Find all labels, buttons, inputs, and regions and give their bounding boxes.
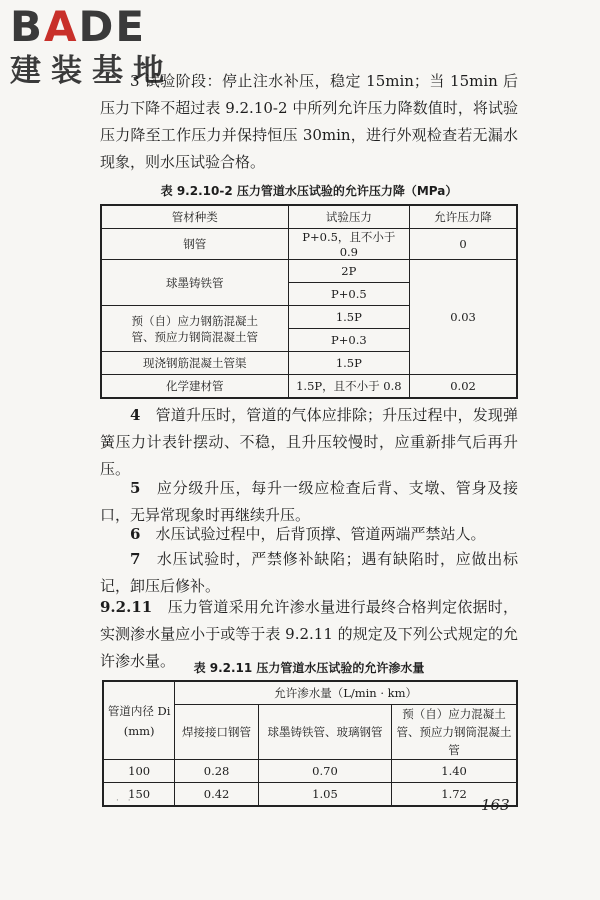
header-test-pressure: 试验压力 — [288, 205, 409, 229]
table1-caption: 表 9.2.10-2 压力管道水压试验的允许压力降（MPa） — [160, 184, 458, 198]
cell-concrete: 1.72 — [392, 783, 517, 807]
cell-material: 预（自）应力钢筋混凝土管、预应力钢筒混凝土管 — [101, 306, 288, 352]
table2-caption: 表 9.2.11 压力管道水压试验的允许渗水量 — [193, 661, 425, 675]
paragraph-7 — [100, 546, 518, 600]
cell-steel: 0.42 — [175, 783, 259, 807]
table-allowable-pressure-drop — [100, 204, 518, 399]
cell-diameter: 150 — [103, 783, 175, 807]
cell-pressure: P+0.5，且不小于 0.9 — [288, 229, 409, 260]
item-number: 7 — [130, 550, 141, 568]
item-text: 水压试验过程中，后背顶撑、管道两端严禁站人。 — [155, 525, 486, 543]
item-text: 管道升压时，管道的气体应排除；升压过程中，发现弹簧压力计表针摆动、不稳，且升压较慢时，应重新排气后再升压。 — [100, 406, 518, 478]
cell-drop: 0.03 — [410, 260, 517, 375]
footer-marks: · · — [116, 796, 134, 806]
cell-drop: 0.02 — [410, 375, 517, 399]
header-allowable-drop: 允许压力降 — [410, 205, 517, 229]
section-number: 9.2.11 — [100, 598, 153, 616]
cell-material: 现浇钢筋混凝土管渠 — [101, 352, 288, 375]
cell-ductile: 0.70 — [258, 760, 391, 783]
cell-material: 球墨铸铁管 — [101, 260, 288, 306]
cell-steel: 0.28 — [175, 760, 259, 783]
header-ductile-grp: 球墨铸铁管、玻璃钢管 — [258, 705, 391, 760]
cell-pressure: 1.5P，且不小于 0.8 — [288, 375, 409, 399]
cell-pressure: 1.5P — [288, 352, 409, 375]
table-row — [103, 760, 517, 783]
cell-pressure: P+0.5 — [288, 283, 409, 306]
cell-ductile: 1.05 — [258, 783, 391, 807]
header-prestressed-concrete: 预（自）应力混凝土管、预应力钢筒混凝土管 — [392, 705, 517, 760]
cell-diameter: 100 — [103, 760, 175, 783]
paragraph-6 — [100, 521, 518, 548]
header-welded-steel: 焊接接口钢管 — [175, 705, 259, 760]
table-row — [103, 783, 517, 807]
cell-material: 化学建材管 — [101, 375, 288, 399]
paragraph-3: 3 试验阶段：停止注水补压，稳定 15min；当 15min 后压力下降不超过表 9.2.10-2 中所列允许压力降数值时，将试验压力降至工作压力并保持恒压 30min，进行外观检查若无漏水现象，则水压试验合格。 — [100, 72, 518, 171]
table-row — [101, 260, 517, 283]
logo-accent-letter: A — [44, 2, 79, 51]
table-row — [101, 205, 517, 229]
item-text: 应分级升压，每升一级应检查后背、支墩、管身及接口，无异常现象时再继续升压。 — [100, 479, 518, 524]
logo-text-bade — [10, 4, 180, 50]
item-number: 4 — [130, 406, 141, 424]
header-material: 管材种类 — [101, 205, 288, 229]
cell-concrete: 1.40 — [392, 760, 517, 783]
logo-text-chinese: 建装基地 — [10, 53, 174, 89]
table-row — [103, 681, 517, 705]
paragraph-4 — [100, 402, 518, 483]
table-row — [101, 229, 517, 260]
cell-material: 钢管 — [101, 229, 288, 260]
section-text: 压力管道采用允许渗水量进行最终合格判定依据时，实测渗水量应小于或等于表 9.2.11 的规定及下列公式规定的允许渗水量。 — [100, 598, 518, 670]
logo-line1: BADE — [10, 2, 147, 51]
cell-drop: 0 — [410, 229, 517, 260]
item-number: 6 — [130, 525, 141, 543]
table-allowable-seepage — [102, 680, 518, 807]
header-diameter: 管道内径 Di (mm) — [103, 681, 175, 760]
table-row — [101, 375, 517, 399]
item-number: 5 — [130, 479, 141, 497]
header-seepage-group: 允许渗水量（L/min · km） — [175, 681, 517, 705]
cell-pressure: 2P — [288, 260, 409, 283]
page-number: 163 — [481, 796, 510, 814]
item-text: 水压试验时，严禁修补缺陷；遇有缺陷时，应做出标记，卸压后修补。 — [100, 550, 518, 595]
cell-pressure: P+0.3 — [288, 329, 409, 352]
cell-pressure: 1.5P — [288, 306, 409, 329]
